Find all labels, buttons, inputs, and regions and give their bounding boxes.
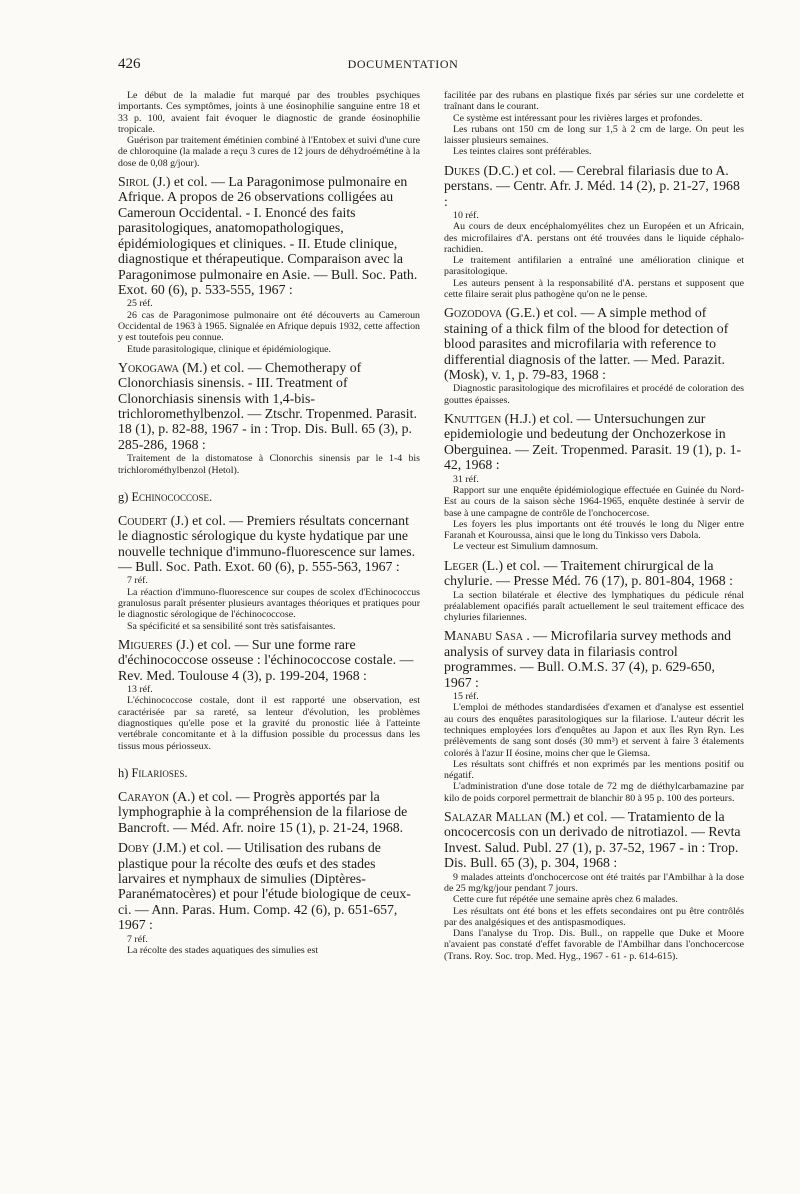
section-title: Filarioses. [131,765,188,780]
entry-author: Leger [444,557,479,573]
bibliography-entry [444,628,744,804]
entry-summary [118,575,420,631]
section-heading-echinococcose [118,490,420,505]
entry-paragraph: Traitement de la distomatose à Clonorchis sinensis par le 1-4 bis trichlorométhylbenzol (Hetol). [118,453,420,476]
bibliography-entry [444,558,744,624]
entry-ref-count: 10 réf. [453,210,479,221]
entry-reference: (H.J.) et col. — Untersuchungen zur epidemiologie und bedeutung der Onchozerkose in Oberguinea. — Zeit. Tropenmed. Parasit. 19 (1), p. 1-42, 1968 : [444,411,742,473]
entries-echinococcose [118,513,420,752]
entry-author: Carayon [118,788,170,804]
section-letter: h) [118,765,129,780]
section-heading-filarioses [118,766,420,781]
entry-citation [444,809,744,871]
entry-reference: (D.C.) et col. — Cerebral filariasis due to A. perstans. — Centr. Afr. J. Méd. 14 (2), p. 21-27, 1968 : [444,162,740,209]
right-column [444,90,744,1180]
bibliography-entry [118,840,420,956]
entry-paragraph: Diagnostic parasitologique des microfilaires et procédé de coloration des gouttes épaisses. [444,383,744,406]
entry-reference: (A.) et col. — Progrès apportés par la lymphographie à la compréhension de la filariose de Bancroft. — Méd. Afr. noire 15 (1), p. 21-24, 1968. [118,788,408,835]
entry-author: Migueres [118,636,173,652]
entry-citation [118,513,420,575]
bibliography-entry [118,174,420,355]
entry-paragraph: 9 malades atteints d'onchocercose ont été traités par l'Ambilhar à la dose de 25 mg/kg/jour pendant 7 jours. [444,871,744,894]
entry-summary [444,590,744,624]
entry-summary [444,210,744,300]
entry-paragraph: Au cours de deux encéphalomyélites chez un Européen et un Africain, des microfilaires d'A. perstans ont été trouvées dans le liquide céphalo-rachidien. [444,221,744,255]
entry-author: Salazar Mallan [444,809,542,824]
entry-citation [444,628,744,690]
entry-paragraph: L'emploi de méthodes standardisées d'examen et d'analyse est essentiel au cours des enquêtes parasitologiques sur la filariose. L'auteur décrit les techniques employées lors d'enquêtes au Japon et aux îles Ryn Ryn. Les prélèvements de sang sont dosés (30 mm³) et servent à faire 3 étalements colorés à l'azur II éosine, moins cher que le Giemsa. [444,702,744,759]
entry-summary [118,298,420,354]
bibliography-entry [118,637,420,752]
entry-paragraph: Cette cure fut répétée une semaine après chez 6 malades. [453,894,678,906]
entry-ref-count: 13 réf. [127,684,153,696]
entry-summary [444,474,744,553]
page-number: 426 [118,56,141,72]
continuation-text [444,90,744,158]
entry-author: Sirol [118,174,150,190]
bibliography-entry [444,305,744,406]
entry-citation [444,305,744,382]
entry-summary [444,872,744,962]
entry-citation [118,174,420,297]
entry-paragraph: La réaction d'immuno-fluorescence sur coupes de scolex d'Echinococcus granulosus paraît présenter plusieurs avantages théoriques et pratiques pour le diagnostic sérologique de l'échinococcose. [118,586,420,621]
entry-paragraph: Les résultats ont été bons et les effets secondaires ont pu être contrôlés par des analgésiques et des antispasmodiques. [444,905,744,928]
entry-author: Knuttgen [444,411,502,426]
bibliography-entry [444,411,744,553]
entry-reference: (J.) et col. — La Paragonimose pulmonaire en Afrique. A propos de 26 observations colligées au Cameroun Occidental. - I. Enoncé des faits parasitologiques, anatomopathologiques, épidémiologiques et cliniques. - II. Etude clinique, diagnostique et thérapeutique. Comparaison avec la Paragonimose pulmonaire en Asie. — Bull. Soc. Path. Exot. 60 (6), p. 533-555, 1967 : [118,174,418,297]
running-title: DOCUMENTATION [347,57,459,71]
entry-author: Yokogawa [118,359,179,375]
entry-citation [118,789,420,835]
entry-paragraph: L'échinococcose costale, dont il est rapporté une observation, est caractérisée par sa rareté, sa lenteur d'évolution, les problèmes diagnostiques qu'elle pose et la gravité du pronostic liée à l'atteinte vertébrale concomitante et à la diffusion possible du processus dans les tissus mous périosseux. [118,695,420,752]
entry-paragraph: Dans l'analyse du Trop. Dis. Bull., on rappelle que Duke et Moore n'avaient pas constaté d'effet favorable de l'Ambilhar dans l'onchocercose (Trans. Roy. Soc. trop. Med. Hyg., 1967 - 61 - p. 614-615). [444,928,744,962]
entry-paragraph: Les foyers les plus importants ont été trouvés le long du Niger entre Faranah et Kouroussa, ainsi que le long du Tinkisso vers Dabola. [444,518,744,542]
entry-summary [118,453,420,476]
entry-ref-count: 15 réf. [453,691,479,703]
entry-paragraph: La récolte des stades aquatiques des simulies est [127,944,319,956]
continuation-paragraph-3: Les rubans ont 150 cm de long sur 1,5 à 2 cm de large. On peut les laisser plusieurs semaines. [444,123,744,147]
entry-citation [118,637,420,683]
continuation-paragraph-1: facilitée par des rubans en plastique fixés par séries sur une cordelette et traînant dans le courant. [444,90,744,113]
entry-reference: (G.E.) et col. — A simple method of staining of a thick film of the blood for detection of blood parasites and microfilaria with reference to differential diagnosis of the latter. — Med. Parazit. (Mosk), v. 1, p. 79-83, 1968 : [444,305,729,382]
entries-a [118,174,420,476]
section-title: Echinococcose. [131,489,213,504]
entry-citation [444,558,744,589]
intro-paragraph-2: Guérison par traitement émétinien combiné à l'Entobex et suivi d'une cure de chloroquine (la malade a reçu 3 cures de 12 jours de déhydroémétine à la dose de 0,08 g/jour). [118,135,420,169]
continuation-paragraph-2: Ce système est intéressant pour les rivières larges et profondes. [453,112,703,124]
entry-author: Gozodova [444,305,503,321]
entry-author: Coudert [118,512,168,528]
entry-paragraph: Le vecteur est Simulium damnosum. [453,541,599,553]
entry-reference: (L.) et col. — Traitement chirurgical de la chylurie. — Presse Méd. 76 (17), p. 801-804, 1968 : [444,557,733,589]
entry-reference: (J.M.) et col. — Utilisation des rubans de plastique pour la récolte des œufs et des stades larvaires et nymphaux de simulies (Diptères-Paranématocères) et pour l'étude biologique de ceux-ci. — Ann. Paras. Hum. Comp. 42 (6), p. 651-657, 1967 : [118,840,411,933]
entry-summary [118,684,420,752]
entries-right [444,163,744,962]
entry-reference: . — Microfilaria survey methods and analysis of survey data in filariasis control programmes. — Bull. O.M.S. 37 (4), p. 629-650, 1967 : [444,628,732,690]
entry-author: Manabu Sasa [444,628,523,644]
entry-ref-count: 25 réf. [127,298,153,310]
entry-paragraph: Etude parasitologique, clinique et épidémiologique. [127,343,332,355]
entry-author: Doby [118,840,150,856]
entry-paragraph: Rapport sur une enquête épidémiologique effectuée en Guinée du Nord-Est au cours de la saison sèche 1964-1965, enquête destinée à servir de base à une campagne de contrôle de l'onchocercose. [444,484,744,519]
entry-ref-count: 31 réf. [453,473,479,485]
entry-paragraph: La section bilatérale et élective des lymphatiques du pédicule rénal préalablement opacifiés paraît actuellement le seul traitement efficace des chyluries filariennes. [444,589,744,624]
bibliography-entry [444,809,744,962]
entry-paragraph: Les résultats sont chiffrés et non exprimés par les mentions positif ou négatif. [444,758,744,782]
entry-reference: (M.) et col. — Tratamiento de la oncocercosis con un derivado de nitrotiazol. — Revta Invest. Salud. Publ. 27 (1), p. 37-52, 1967 - in : Trop. Dis. Bull. 65 (3), p. 304, 1968 : [444,809,741,871]
entry-citation [118,360,420,452]
entry-reference: (J.) et col. — Premiers résultats concernant le diagnostic sérologique du kyste hydatique par une nouvelle technique d'immuno-fluorescence sur lames. — Bull. Soc. Path. Exot. 60 (6), p. 555-563, 1967 : [118,512,416,575]
bibliography-entry [444,163,744,301]
entry-paragraph: 26 cas de Paragonimose pulmonaire ont été découverts au Cameroun Occidental de 1963 à 1965. Signalée en Afrique depuis 1932, cette affection y est toutefois peu connue. [118,309,420,344]
entry-summary [118,934,420,957]
left-column [118,90,420,1180]
entry-paragraph: L'administration d'une dose totale de 72 mg de diéthylcarbamazine par kilo de poids corporel permettrait de blanchir 80 à 95 p. 100 des porteurs. [444,781,744,804]
entry-paragraph: Sa spécificité et sa sensibilité sont très satisfaisantes. [127,620,336,632]
entry-ref-count: 7 réf. [127,933,148,945]
bibliography-entry [118,789,420,835]
entry-summary [444,691,744,804]
entry-paragraph: Le traitement antifilarien a entraîné une amélioration clinique et parasitologique. [444,255,744,278]
continuation-paragraph-4: Les teintes claires sont préférables. [453,146,592,158]
entry-citation [444,163,744,209]
entry-reference: (J.) et col. — Sur une forme rare d'échinococcose osseuse : l'échinococcose costale. — Rev. Med. Toulouse 4 (3), p. 199-204, 1968 : [118,636,414,683]
intro-text [118,90,420,169]
bibliography-entry [118,360,420,476]
entries-filarioses [118,789,420,956]
entry-summary [444,383,744,406]
entry-citation [118,840,420,932]
entry-citation [444,411,744,473]
page-header [118,56,688,76]
bibliography-entry [118,513,420,632]
intro-paragraph-1: Le début de la maladie fut marqué par des troubles psychiques importants. Ces symptômes, joints à une éosinophilie sanguine entre 18 et 33 p. 100, avaient fait évoquer le diagnostic de grande éosinophilie tropicale. [118,90,420,135]
entry-paragraph: Les auteurs pensent à la responsabilité d'A. perstans et supposent que cette filaire serait plus pathogène qu'on ne le pense. [444,277,744,301]
entry-ref-count: 7 réf. [127,575,148,587]
entry-author: Dukes [444,162,481,178]
section-letter: g) [118,489,129,504]
entry-reference: (M.) et col. — Chemotherapy of Clonorchiasis sinensis. - III. Treatment of Clonorchiasis sinensis with 1,4-bis-trichloromethylbenzol. — Ztschr. Tropenmed. Parasit. 18 (1), p. 82-88, 1967 - in : Trop. Dis. Bull. 65 (3), p. 285-286, 1968 : [118,359,417,452]
